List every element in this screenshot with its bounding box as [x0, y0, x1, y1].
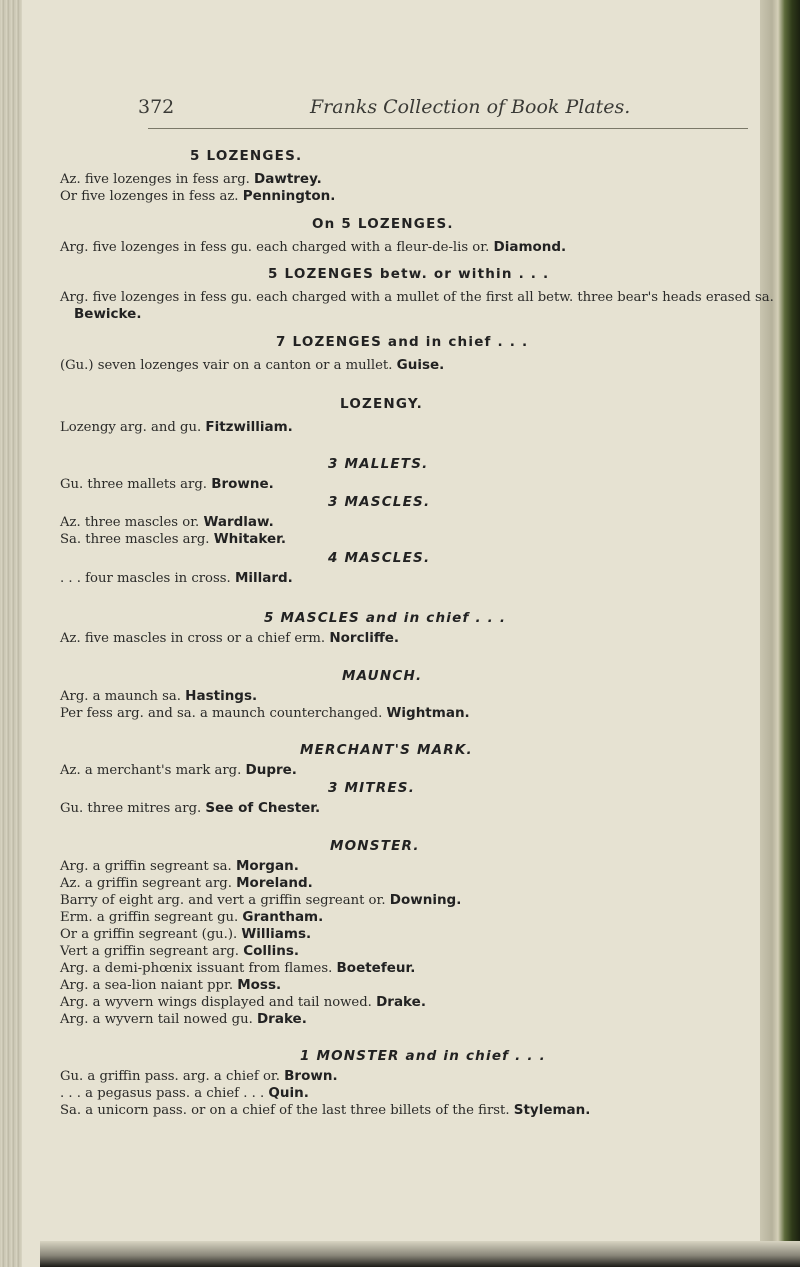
blazon-text: Arg. a wyvern wings displayed and tail nowed. — [60, 995, 372, 1010]
blazon-text: Arg. a maunch sa. — [60, 689, 181, 704]
header-rule — [148, 128, 748, 129]
list-item — [60, 688, 770, 705]
family-name: Dupre. — [245, 762, 297, 778]
section-on-5-lozenges — [60, 216, 770, 256]
list-item — [60, 1085, 770, 1102]
list-item — [60, 630, 770, 647]
blazon-text: Gu. a griffin pass. arg. a chief or. — [60, 1069, 280, 1084]
section-heading: MONSTER. — [330, 838, 420, 854]
section-7-lozenges — [60, 334, 770, 374]
section-heading: 4 MASCLES. — [328, 550, 431, 566]
list-item — [60, 289, 774, 323]
family-name: See of Chester. — [205, 800, 321, 816]
family-name: Drake. — [376, 994, 426, 1010]
family-name: Collins. — [243, 943, 300, 959]
list-item — [60, 419, 770, 436]
list-item — [60, 926, 770, 943]
family-name: Morgan. — [235, 858, 299, 874]
section-3-mitres — [60, 780, 770, 817]
list-item — [60, 977, 770, 994]
family-name: Moreland. — [236, 875, 313, 891]
family-name: Guise. — [396, 357, 445, 373]
blazon-text: Per fess arg. and sa. a maunch counterchanged. — [60, 706, 383, 721]
blazon-text: Barry of eight arg. and vert a griffin segreant or. — [60, 893, 386, 908]
family-name: Hastings. — [185, 688, 258, 704]
section-5-mascles — [60, 610, 770, 647]
family-name: Diamond. — [493, 239, 567, 255]
family-name: Wardlaw. — [203, 514, 274, 530]
blazon-text: (Gu.) seven lozenges vair on a canton or a mullet. — [60, 358, 393, 373]
section-lozengy — [60, 396, 770, 436]
list-item — [60, 570, 770, 587]
blazon-text: Az. three mascles or. — [60, 515, 200, 530]
family-name: Dawtrey. — [254, 171, 322, 187]
section-1-monster — [60, 1048, 770, 1119]
family-name: Quin. — [268, 1085, 309, 1101]
family-name: Whitaker. — [213, 531, 287, 547]
section-heading: On 5 LOZENGES. — [312, 216, 454, 232]
section-heading: 5 LOZENGES betw. or within . . . — [268, 266, 550, 282]
family-name: Styleman. — [513, 1102, 591, 1118]
blazon-text: Arg. five lozenges in fess gu. each charged with a mullet of the first all betw. three bear's heads erased sa. — [60, 290, 774, 305]
family-name: Pennington. — [242, 188, 336, 204]
list-item — [60, 909, 770, 926]
blazon-text: Az. a griffin segreant arg. — [60, 876, 232, 891]
book-gutter — [0, 0, 22, 1267]
list-item — [60, 531, 770, 548]
blazon-text: Sa. a unicorn pass. or on a chief of the last three billets of the first. — [60, 1103, 510, 1118]
family-name: Millard. — [234, 570, 293, 586]
section-5-lozenges-betw — [60, 266, 774, 323]
blazon-text: Arg. a sea-lion naiant ppr. — [60, 978, 234, 993]
section-heading: 5 MASCLES and in chief . . . — [264, 610, 507, 626]
section-monster — [60, 838, 770, 1028]
family-name: Williams. — [241, 926, 312, 942]
page-header — [0, 96, 800, 126]
blazon-text: Az. five mascles in cross or a chief erm. — [60, 631, 326, 646]
section-3-mallets — [60, 456, 770, 493]
blazon-text: Erm. a griffin segreant gu. — [60, 910, 239, 925]
blazon-text: Az. five lozenges in fess arg. — [60, 172, 250, 187]
blazon-text: Or five lozenges in fess az. — [60, 189, 239, 204]
running-title: Franks Collection of Book Plates. — [310, 96, 631, 118]
list-item — [60, 705, 770, 722]
section-heading: MAUNCH. — [342, 668, 423, 684]
section-heading: 7 LOZENGES and in chief . . . — [276, 334, 529, 350]
section-maunch — [60, 668, 770, 722]
family-name: Browne. — [211, 476, 274, 492]
section-heading: MERCHANT'S MARK. — [300, 742, 473, 758]
blazon-text: Or a griffin segreant (gu.). — [60, 927, 238, 942]
list-item — [60, 514, 770, 531]
list-item — [60, 762, 770, 779]
family-name: Moss. — [237, 977, 282, 993]
family-name: Downing. — [389, 892, 462, 908]
family-name: Fitzwilliam. — [205, 419, 293, 435]
family-name: Norcliffe. — [329, 630, 400, 646]
family-name: Boetefeur. — [336, 960, 416, 976]
blazon-text: . . . a pegasus pass. a chief . . . — [60, 1086, 265, 1101]
section-heading: 3 MITRES. — [328, 780, 416, 796]
blazon-text: Gu. three mitres arg. — [60, 801, 202, 816]
blazon-text: Lozengy arg. and gu. — [60, 420, 202, 435]
list-item — [60, 1068, 770, 1085]
list-item — [60, 239, 770, 256]
blazon-text: Gu. three mallets arg. — [60, 477, 207, 492]
blazon-text: Sa. three mascles arg. — [60, 532, 210, 547]
blazon-text: Arg. five lozenges in fess gu. each charged with a fleur-de-lis or. — [60, 240, 490, 255]
section-3-mascles — [60, 494, 770, 548]
section-4-mascles — [60, 550, 770, 587]
blazon-text: Arg. a demi-phœnix issuant from flames. — [60, 961, 333, 976]
page-bottom-edge — [40, 1241, 800, 1267]
list-item — [60, 858, 770, 875]
section-heading: 5 LOZENGES. — [190, 148, 303, 164]
family-name: Drake. — [256, 1011, 307, 1027]
list-item — [60, 800, 770, 817]
list-item — [60, 188, 770, 205]
blazon-text: Vert a griffin segreant arg. — [60, 944, 239, 959]
family-name: Wightman. — [386, 705, 470, 721]
list-item — [60, 875, 770, 892]
list-item — [60, 357, 770, 374]
blazon-text: . . . four mascles in cross. — [60, 571, 231, 586]
section-heading: 3 MASCLES. — [328, 494, 431, 510]
section-merchants-mark — [60, 742, 770, 779]
section-heading: LOZENGY. — [340, 396, 423, 412]
list-item — [60, 943, 770, 960]
section-heading: 1 MONSTER and in chief . . . — [300, 1048, 546, 1064]
page-number: 372 — [138, 96, 175, 118]
section-5-lozenges — [60, 148, 770, 205]
family-name: Brown. — [284, 1068, 338, 1084]
list-item — [60, 1102, 770, 1119]
list-item — [60, 171, 770, 188]
list-item — [60, 476, 770, 493]
blazon-text: Az. a merchant's mark arg. — [60, 763, 242, 778]
list-item — [60, 960, 770, 977]
list-item — [60, 1011, 770, 1028]
family-name: Grantham. — [242, 909, 324, 925]
blazon-text: Arg. a wyvern tail nowed gu. — [60, 1012, 253, 1027]
list-item — [60, 892, 770, 909]
section-heading: 3 MALLETS. — [328, 456, 429, 472]
blazon-text: Arg. a griffin segreant sa. — [60, 859, 232, 874]
family-name: Bewicke. — [74, 306, 142, 322]
list-item — [60, 994, 770, 1011]
